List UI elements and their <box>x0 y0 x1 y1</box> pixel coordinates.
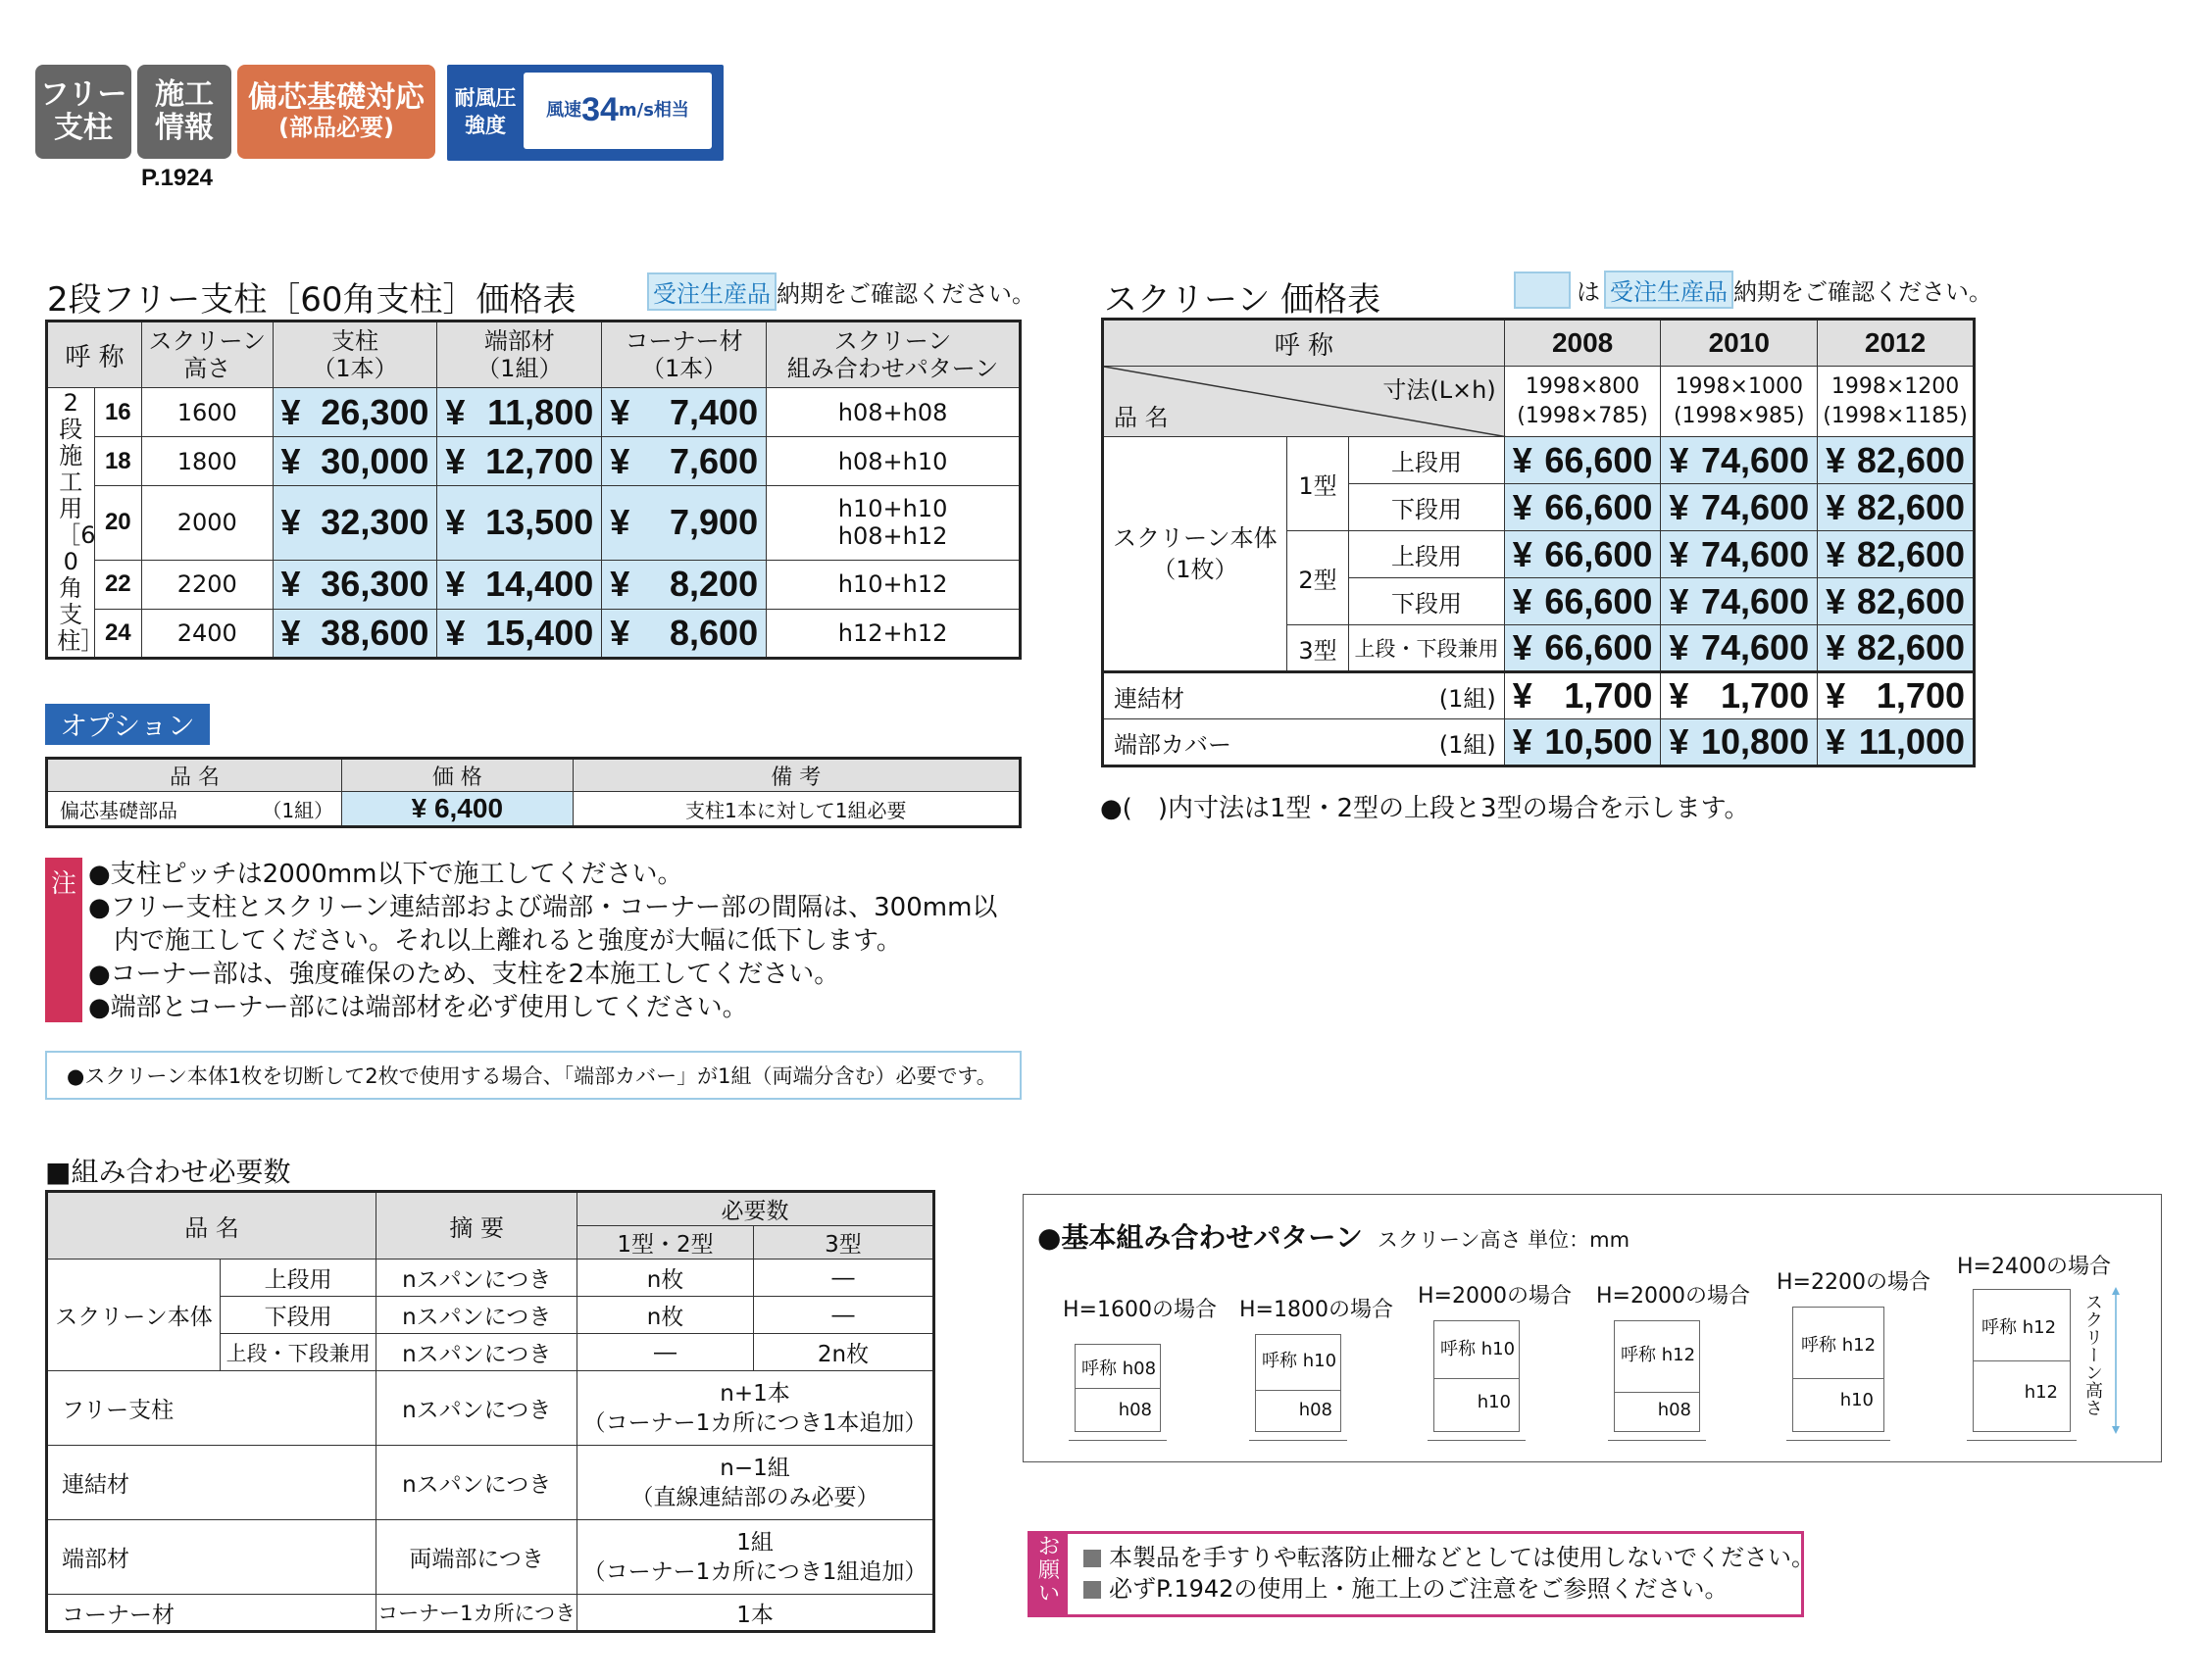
table-row <box>47 792 1021 827</box>
col-screen-height: スクリーン 高さ <box>142 321 273 388</box>
row-end-price <box>437 437 602 486</box>
pattern-label: H=2400の場合 <box>1957 1255 2111 1279</box>
price-cell <box>1504 719 1661 766</box>
row-end-price <box>437 388 602 437</box>
row-code: 18 <box>94 437 142 486</box>
request-line <box>1083 1542 1815 1573</box>
screen-table-title: スクリーン 価格表 <box>1104 280 1381 320</box>
combo-name: フリー支柱 <box>47 1371 376 1446</box>
yen-sign: ¥ <box>280 440 301 481</box>
pattern-label: H=2200の場合 <box>1777 1270 1930 1295</box>
order-note-text: 納期をご確認ください。 <box>1733 278 1992 306</box>
price-cell <box>1661 437 1818 484</box>
option-col-price: 価 格 <box>342 759 573 792</box>
upper-label: 上段用 <box>1349 437 1505 484</box>
combo-req: 1本 <box>577 1595 934 1632</box>
price-value: 11,800 <box>487 391 594 432</box>
pattern-divider <box>1434 1378 1519 1379</box>
price-cell <box>1504 672 1661 719</box>
combo-col-summary: 摘 要 <box>376 1192 577 1260</box>
table-row <box>47 1260 934 1297</box>
pattern-diagram <box>1433 1320 1520 1432</box>
legend-is: は <box>1577 278 1600 306</box>
connector-name-text: 連結材 <box>1114 684 1184 713</box>
price-cell <box>1818 484 1975 531</box>
option-price: ¥ 6,400 <box>342 792 573 827</box>
table-row <box>47 560 1021 609</box>
post-table-title: 2段フリー支柱［60角支柱］価格表 <box>47 280 577 320</box>
pattern-diagram <box>1792 1307 1884 1432</box>
table-row <box>47 1595 934 1632</box>
pattern-box <box>1023 1194 2162 1462</box>
screen-table-legend <box>1514 271 1992 309</box>
option-name-text: 偏芯基礎部品 <box>60 798 177 822</box>
pattern-top-label: 呼称 h10 <box>1440 1339 1516 1359</box>
pattern-bottom-label: h10 <box>1839 1390 1874 1410</box>
pattern-bottom-label: h10 <box>1477 1392 1511 1412</box>
yen-sign: ¥ <box>610 391 630 432</box>
price-cell <box>1504 578 1661 625</box>
row-corner-price <box>602 609 767 658</box>
made-to-order-tag: 受注生産品 <box>1604 271 1733 309</box>
combo-t3: ― <box>754 1297 934 1334</box>
type-3: 3型 <box>1286 625 1349 672</box>
combo-name: 端部材 <box>47 1520 376 1595</box>
row-height: 1800 <box>142 437 273 486</box>
yen-sign: ¥ <box>1826 721 1846 762</box>
screen-footnote: ●( )内寸法は1型・2型の上段と3型の場合を示します。 <box>1100 794 1750 823</box>
price-cell <box>1661 531 1818 578</box>
option-col-note: 備 考 <box>573 759 1020 792</box>
table-row <box>1103 719 1975 766</box>
combo-name: コーナー材 <box>47 1595 376 1632</box>
yen-sign: ¥ <box>1512 439 1532 480</box>
row-post-price <box>273 437 437 486</box>
price-value: 12,700 <box>485 440 594 481</box>
row-pattern: h08+h08 <box>767 388 1021 437</box>
price-value: 36,300 <box>321 564 429 605</box>
eccentric-line2: (部品必要) <box>278 114 394 142</box>
pattern-title-text: ●基本組み合わせパターン <box>1037 1221 1363 1254</box>
combo-screen-body: スクリーン本体 <box>47 1260 221 1371</box>
size-2012: 1998×1200 (1998×1185) <box>1818 367 1975 437</box>
group-label <box>47 388 105 659</box>
yen-sign: ¥ <box>445 502 466 543</box>
pattern-divider <box>1256 1390 1340 1391</box>
row-post-price <box>273 486 437 560</box>
combo-summary: nスパンにつき <box>376 1446 577 1520</box>
price-cell <box>1661 578 1818 625</box>
row-pattern: h10+h12 <box>767 560 1021 609</box>
yen-sign: ¥ <box>1669 675 1689 716</box>
price-cell <box>1818 578 1975 625</box>
yen-sign: ¥ <box>445 440 466 481</box>
combo-t3: 2n枚 <box>754 1334 934 1371</box>
request-tag: お 願 い <box>1030 1534 1068 1616</box>
pattern-ground <box>1786 1440 1890 1441</box>
yen-sign: ¥ <box>280 612 301 653</box>
combo-t12: ― <box>577 1334 754 1371</box>
option-unit: （1組） <box>262 798 334 822</box>
price-value: 66,600 <box>1544 439 1653 480</box>
price-value: 32,300 <box>321 502 429 543</box>
row-height: 2400 <box>142 609 273 658</box>
note-line: ●支柱ピッチは2000mm以下で施工してください。 <box>88 860 683 889</box>
yen-sign: ¥ <box>445 612 466 653</box>
row-code: 20 <box>94 486 142 560</box>
end-cover-name <box>1103 719 1505 766</box>
eccentric-foundation-badge <box>237 65 435 159</box>
row-corner-price <box>602 437 767 486</box>
combo-col-type12: 1型・2型 <box>577 1226 754 1260</box>
option-note: 支柱1本に対して1組必要 <box>573 792 1020 827</box>
price-value: 66,600 <box>1544 533 1653 574</box>
wind-value-box <box>524 73 712 149</box>
lower-label: 下段用 <box>1349 578 1505 625</box>
type-2: 2型 <box>1286 531 1349 625</box>
note-line: 内で施工してください。それ以上離れると強度が大幅に低下します。 <box>88 926 902 956</box>
end-cover-unit: (1組) <box>1438 730 1496 759</box>
yen-sign: ¥ <box>1669 580 1689 621</box>
pattern-diagram <box>1255 1334 1341 1432</box>
yen-sign: ¥ <box>1826 675 1846 716</box>
note-line: ●端部とコーナー部には端部材を必ず使用してください。 <box>88 993 748 1022</box>
combo-summary: 両端部につき <box>376 1520 577 1595</box>
height-dimension-arrow <box>2106 1287 2126 1434</box>
price-cell <box>1818 531 1975 578</box>
wind-resistance-badge <box>447 65 724 161</box>
pattern-label: H=2000の場合 <box>1596 1284 1750 1309</box>
yen-sign: ¥ <box>1512 675 1532 716</box>
caution-tag: 注 <box>45 858 82 1022</box>
price-cell <box>1661 625 1818 672</box>
yen-sign: ¥ <box>1826 533 1846 574</box>
yen-sign: ¥ <box>610 502 630 543</box>
price-value: 82,600 <box>1856 627 1965 667</box>
yen-sign: ¥ <box>1669 486 1689 527</box>
size-label: 寸法(L×h) <box>1382 376 1496 404</box>
eccentric-line1: 偏芯基礎対応 <box>248 79 425 115</box>
row-post-price <box>273 388 437 437</box>
option-label: オプション <box>45 704 210 745</box>
price-cell <box>1504 625 1661 672</box>
group-label-text: 2段施工用［60角支柱］ <box>57 389 105 655</box>
row-corner-price <box>602 560 767 609</box>
price-cell <box>1818 437 1975 484</box>
combo-req: n−1組 （直線連結部のみ必要） <box>577 1446 934 1520</box>
price-value: 74,600 <box>1700 486 1810 527</box>
yen-sign: ¥ <box>1512 580 1532 621</box>
yen-sign: ¥ <box>1826 627 1846 667</box>
option-table <box>45 757 1022 828</box>
price-cell <box>1818 672 1975 719</box>
price-value: 82,600 <box>1856 580 1965 621</box>
price-value: 38,600 <box>321 612 429 653</box>
row-corner-price <box>602 388 767 437</box>
caution-notes <box>88 858 997 1024</box>
combo-sub: 下段用 <box>221 1297 376 1334</box>
table-row <box>47 437 1021 486</box>
price-value: 1,700 <box>1564 675 1653 716</box>
row-post-price <box>273 560 437 609</box>
row-code: 22 <box>94 560 142 609</box>
post-table-order-note <box>647 272 1035 311</box>
wind-label: 耐風圧 強度 <box>454 86 517 137</box>
price-value: 30,000 <box>321 440 429 481</box>
row-pattern: h10+h10 h08+h12 <box>767 486 1021 560</box>
yen-sign: ¥ <box>1826 486 1846 527</box>
yen-sign: ¥ <box>445 391 466 432</box>
wind-prefix: 風速 <box>546 99 582 121</box>
price-value: 26,300 <box>321 391 429 432</box>
wind-value: 34 <box>581 91 619 129</box>
row-pattern: h08+h10 <box>767 437 1021 486</box>
cutting-note: ●スクリーン本体1枚を切断して2枚で使用する場合、「端部カバー」が1組（両端分含む）必要です。 <box>45 1051 1022 1100</box>
pattern-ground <box>1608 1440 1706 1441</box>
row-end-price <box>437 609 602 658</box>
col-post: 支柱 （1本） <box>273 321 437 388</box>
pattern-ground <box>1069 1440 1167 1441</box>
free-post-badge: フリー 支柱 <box>35 65 131 159</box>
option-name <box>47 792 342 827</box>
pattern-diagram <box>1075 1344 1161 1432</box>
table-row <box>47 1371 934 1446</box>
pattern-ground <box>1967 1440 2077 1441</box>
note-line: ●フリー支柱とスクリーン連結部および端部・コーナー部の間隔は、300mm以 <box>88 893 998 922</box>
pattern-top-label: 呼称 h12 <box>1621 1345 1696 1365</box>
row-height: 2200 <box>142 560 273 609</box>
yen-sign: ¥ <box>1826 580 1846 621</box>
pattern-diagram <box>1614 1320 1700 1432</box>
yen-sign: ¥ <box>1512 627 1532 667</box>
price-value: 1,700 <box>1876 675 1965 716</box>
size-2008: 1998×800 (1998×785) <box>1504 367 1661 437</box>
row-height: 1600 <box>142 388 273 437</box>
pattern-label: H=1800の場合 <box>1239 1298 1393 1322</box>
size-item-header <box>1103 367 1505 437</box>
pattern-label: H=1600の場合 <box>1063 1298 1217 1322</box>
post-price-table <box>45 320 1022 660</box>
combo-t12: n枚 <box>577 1260 754 1297</box>
pattern-top-label: 呼称 h12 <box>1981 1317 2057 1338</box>
price-cell <box>1504 437 1661 484</box>
price-value: 66,600 <box>1544 580 1653 621</box>
pattern-divider <box>1615 1392 1699 1393</box>
connector-name <box>1103 672 1505 719</box>
yen-sign: ¥ <box>1512 533 1532 574</box>
pattern-ground <box>1249 1440 1347 1441</box>
price-cell <box>1661 484 1818 531</box>
price-value: 82,600 <box>1856 439 1965 480</box>
price-value: 74,600 <box>1700 439 1810 480</box>
row-corner-price <box>602 486 767 560</box>
col-pattern: スクリーン 組み合わせパターン <box>767 321 1021 388</box>
combo-sub: 上段・下段兼用 <box>221 1334 376 1371</box>
made-to-order-tag: 受注生産品 <box>647 272 777 311</box>
price-cell <box>1818 719 1975 766</box>
yen-sign: ¥ <box>445 564 466 605</box>
both-label: 上段・下段兼用 <box>1349 625 1505 672</box>
pattern-title <box>1037 1216 1629 1256</box>
yen-sign: ¥ <box>610 564 630 605</box>
combo-req: n+1本 （コーナー1カ所につき1本追加） <box>577 1371 934 1446</box>
price-value: 82,600 <box>1856 533 1965 574</box>
yen-sign: ¥ <box>1826 439 1846 480</box>
yen-sign: ¥ <box>610 612 630 653</box>
combo-summary: nスパンにつき <box>376 1371 577 1446</box>
request-line-text: 必ずP.1942の使用上・施工上のご注意をご参照ください。 <box>1109 1575 1729 1603</box>
yen-sign: ¥ <box>1669 439 1689 480</box>
pattern-subtitle: スクリーン高さ 単位：mm <box>1377 1228 1630 1252</box>
yen-sign: ¥ <box>280 564 301 605</box>
pattern-bottom-label: h12 <box>2024 1382 2058 1403</box>
pattern-diagram <box>1973 1289 2071 1432</box>
screen-col-name: 呼 称 <box>1103 320 1505 367</box>
wind-unit: m/s相当 <box>618 99 689 121</box>
row-pattern: h12+h12 <box>767 609 1021 658</box>
request-box <box>1028 1531 1815 1617</box>
pattern-top-label: 呼称 h12 <box>1801 1335 1877 1356</box>
combo-title: ■組み合わせ必要数 <box>45 1156 291 1188</box>
yen-sign: ¥ <box>1669 627 1689 667</box>
pattern-divider <box>1974 1360 2070 1361</box>
price-value: 7,600 <box>670 440 759 481</box>
price-cell <box>1818 625 1975 672</box>
price-value: 15,400 <box>485 612 594 653</box>
price-value: 8,200 <box>670 564 759 605</box>
pattern-top-label: 呼称 h08 <box>1081 1359 1157 1379</box>
square-bullet-icon <box>1083 1581 1101 1599</box>
model-2008: 2008 <box>1504 320 1661 367</box>
item-label: 品 名 <box>1114 404 1169 431</box>
col-corner: コーナー材 （1本） <box>602 321 767 388</box>
price-value: 13,500 <box>485 502 594 543</box>
price-value: 1,700 <box>1721 675 1810 716</box>
price-cell <box>1504 484 1661 531</box>
combo-summary: nスパンにつき <box>376 1260 577 1297</box>
price-value: 66,600 <box>1544 627 1653 667</box>
combo-t3: ― <box>754 1260 934 1297</box>
combo-summary: コーナー1カ所につき <box>376 1595 577 1632</box>
combo-col-type3: 3型 <box>754 1226 934 1260</box>
price-value: 8,600 <box>670 612 759 653</box>
price-value: 10,800 <box>1700 721 1810 762</box>
table-row <box>47 388 1021 437</box>
yen-sign: ¥ <box>1669 721 1689 762</box>
combo-sub: 上段用 <box>221 1260 376 1297</box>
request-text <box>1083 1542 1815 1605</box>
page-ref[interactable]: P.1924 <box>141 165 213 191</box>
end-cover-name-text: 端部カバー <box>1114 730 1231 759</box>
pattern-bottom-label: h08 <box>1118 1400 1152 1420</box>
pattern-bottom-label: h08 <box>1657 1400 1691 1420</box>
pattern-label: H=2000の場合 <box>1418 1284 1572 1309</box>
col-name: 呼 称 <box>47 321 142 388</box>
screen-price-table <box>1101 318 1976 767</box>
row-height: 2000 <box>142 486 273 560</box>
combo-col-required: 必要数 <box>577 1192 934 1226</box>
price-value: 11,000 <box>1858 721 1965 762</box>
construction-info-badge[interactable]: 施工 情報 <box>137 65 231 159</box>
row-post-price <box>273 609 437 658</box>
price-value: 82,600 <box>1856 486 1965 527</box>
connector-unit: (1組) <box>1438 684 1496 713</box>
combo-col-name: 品 名 <box>47 1192 376 1260</box>
upper-label: 上段用 <box>1349 531 1505 578</box>
square-bullet-icon <box>1083 1550 1101 1567</box>
pattern-divider <box>1076 1388 1160 1389</box>
option-col-name: 品 名 <box>47 759 342 792</box>
pattern-top-label: 呼称 h10 <box>1262 1351 1337 1371</box>
screen-body-label: スクリーン本体 （1枚） <box>1103 437 1287 672</box>
yen-sign: ¥ <box>1669 533 1689 574</box>
note-line: ●コーナー部は、強度確保のため、支柱を2本施工してください。 <box>88 960 840 989</box>
table-row <box>47 486 1021 560</box>
lower-label: 下段用 <box>1349 484 1505 531</box>
model-2010: 2010 <box>1661 320 1818 367</box>
combo-req: 1組 （コーナー1カ所につき1組追加） <box>577 1520 934 1595</box>
col-end: 端部材 （1組） <box>437 321 602 388</box>
yen-sign: ¥ <box>1512 721 1532 762</box>
height-dimension-label: スクリーン高さ <box>2082 1293 2103 1416</box>
model-2012: 2012 <box>1818 320 1975 367</box>
row-end-price <box>437 560 602 609</box>
combo-summary: nスパンにつき <box>376 1297 577 1334</box>
table-row <box>47 1520 934 1595</box>
row-code: 24 <box>94 609 142 658</box>
pattern-bottom-label: h08 <box>1298 1400 1332 1420</box>
price-cell <box>1661 672 1818 719</box>
pattern-ground <box>1428 1440 1526 1441</box>
yen-sign: ¥ <box>280 502 301 543</box>
price-cell <box>1661 719 1818 766</box>
yen-sign: ¥ <box>280 391 301 432</box>
table-row <box>47 609 1021 658</box>
legend-swatch <box>1514 272 1571 309</box>
row-end-price <box>437 486 602 560</box>
order-note-text: 納期をご確認ください。 <box>777 280 1035 308</box>
request-line-text: 本製品を手すりや転落防止柵などとしては使用しないでください。 <box>1109 1544 1815 1571</box>
combo-table <box>45 1190 935 1633</box>
price-cell <box>1504 531 1661 578</box>
price-value: 74,600 <box>1700 627 1810 667</box>
table-row <box>1103 437 1975 484</box>
price-value: 10,500 <box>1544 721 1653 762</box>
price-value: 74,600 <box>1700 533 1810 574</box>
yen-sign: ¥ <box>610 440 630 481</box>
type-1: 1型 <box>1286 437 1349 531</box>
combo-summary: nスパンにつき <box>376 1334 577 1371</box>
row-code: 16 <box>94 388 142 437</box>
yen-sign: ¥ <box>1512 486 1532 527</box>
combo-name: 連結材 <box>47 1446 376 1520</box>
pattern-divider <box>1793 1378 1883 1379</box>
price-value: 66,600 <box>1544 486 1653 527</box>
price-value: 7,900 <box>670 502 759 543</box>
table-row <box>47 1446 934 1520</box>
table-row <box>1103 672 1975 719</box>
price-value: 74,600 <box>1700 580 1810 621</box>
request-line <box>1083 1573 1815 1605</box>
size-2010: 1998×1000 (1998×985) <box>1661 367 1818 437</box>
price-value: 7,400 <box>670 391 759 432</box>
combo-t12: n枚 <box>577 1297 754 1334</box>
price-value: 14,400 <box>485 564 594 605</box>
